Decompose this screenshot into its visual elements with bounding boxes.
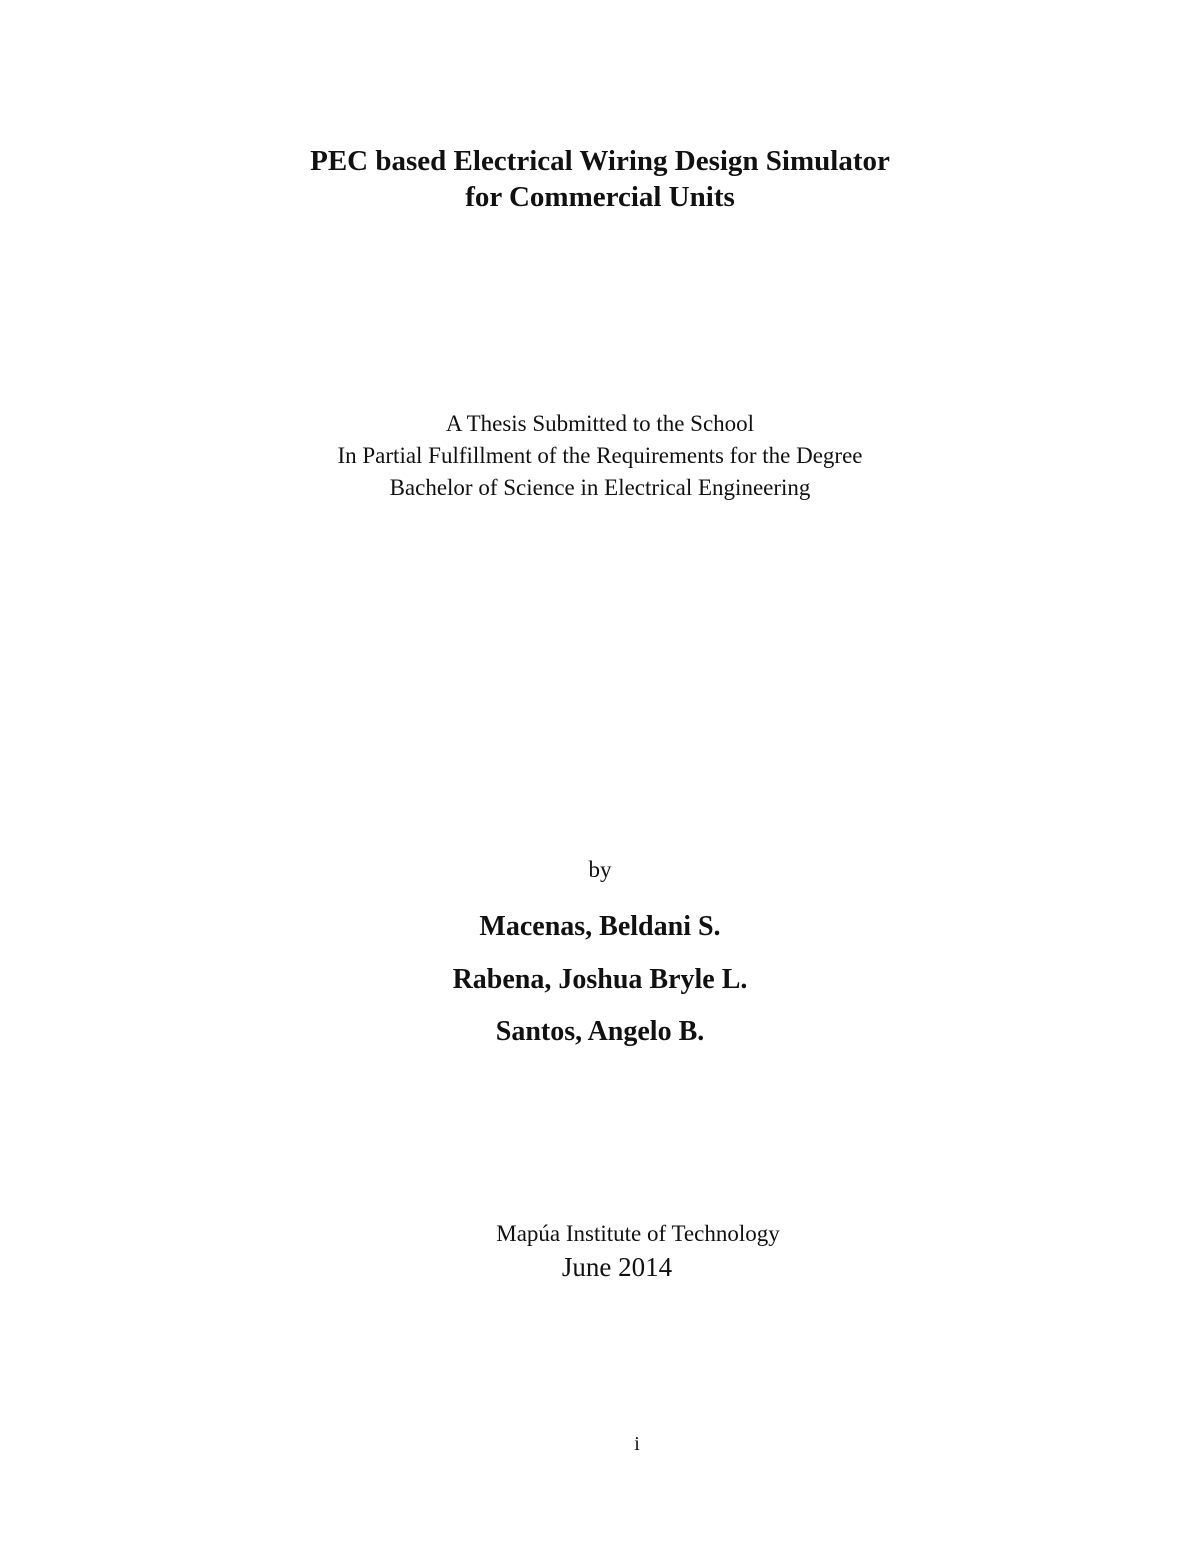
page-number: i bbox=[634, 1433, 640, 1455]
submission-line-1: A Thesis Submitted to the School bbox=[445, 411, 755, 436]
author-2: Rabena, Joshua Bryle L. bbox=[452, 964, 748, 995]
author-3: Santos, Angelo B. bbox=[495, 1016, 705, 1047]
by-label: by bbox=[588, 857, 612, 882]
author-1: Macenas, Beldani S. bbox=[479, 911, 721, 942]
submission-line-2: In Partial Fulfillment of the Requirements for the Degree bbox=[337, 443, 863, 468]
thesis-title-line-1: PEC based Electrical Wiring Design Simulator bbox=[310, 145, 890, 177]
thesis-title-line-2: for Commercial Units bbox=[465, 181, 735, 213]
date: June 2014 bbox=[561, 1252, 673, 1282]
institution: Mapúa Institute of Technology bbox=[496, 1221, 780, 1246]
submission-line-3: Bachelor of Science in Electrical Engineering bbox=[389, 475, 811, 500]
